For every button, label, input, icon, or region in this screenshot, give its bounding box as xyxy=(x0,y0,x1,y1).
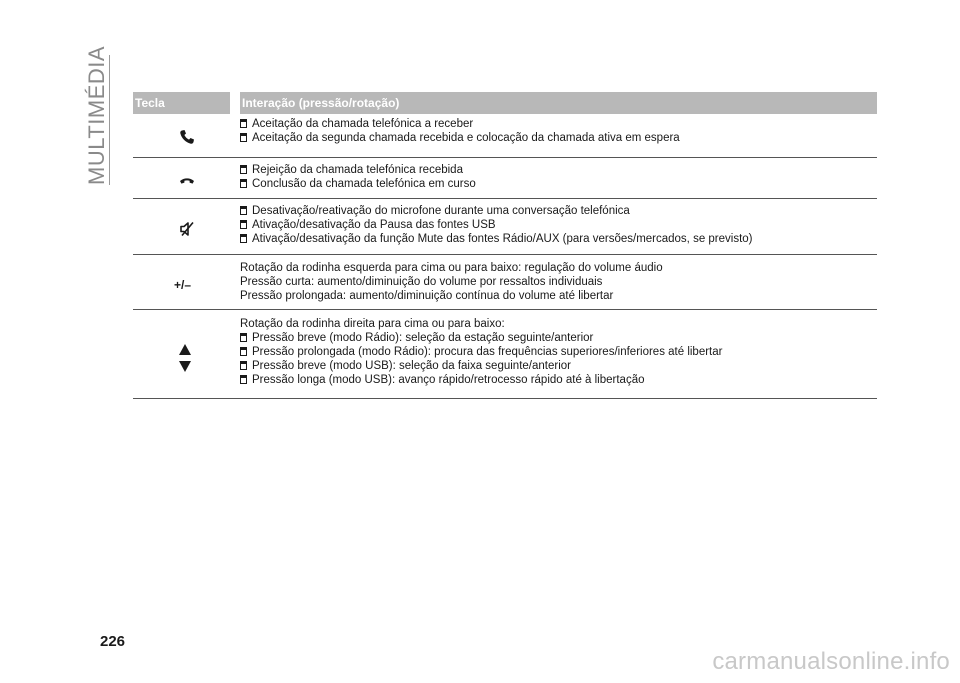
bullet-icon xyxy=(240,234,247,243)
key-cell xyxy=(133,261,240,309)
bullet-icon xyxy=(240,333,247,342)
header-interaction: Interação (pressão/rotação) xyxy=(242,96,400,110)
list-item: Pressão curta: aumento/diminuição do volume por ressaltos individuais xyxy=(240,276,603,288)
list-item: Pressão breve (modo USB): seleção da faixa seguinte/anterior xyxy=(240,359,877,373)
section-title: MULTIMÉDIA xyxy=(84,45,109,185)
mute-icon xyxy=(179,221,195,237)
key-cell xyxy=(133,163,240,198)
list-item: Desativação/reativação do microfone durante uma conversação telefónica xyxy=(240,204,877,218)
list-item: Conclusão da chamada telefónica em curso xyxy=(240,177,877,191)
table-row xyxy=(133,199,877,255)
bullet-icon xyxy=(240,347,247,356)
list-item: Aceitação da segunda chamada recebida e colocação da chamada ativa em espera xyxy=(240,131,877,145)
list-item: Ativação/desativação da Pausa das fontes USB xyxy=(240,218,877,232)
table-row xyxy=(133,114,877,158)
table-row xyxy=(133,255,877,310)
list-item: Rotação da rodinha esquerda para cima ou para baixo: regulação do volume áudio xyxy=(240,262,663,274)
bullet-icon xyxy=(240,375,247,384)
arrow-up-icon xyxy=(179,344,191,355)
bullet-icon xyxy=(240,133,247,142)
list-item: Rotação da rodinha direita para cima ou para baixo: xyxy=(240,318,505,330)
bullet-icon xyxy=(240,206,247,215)
table-row xyxy=(133,158,877,199)
list-item: Pressão prolongada: aumento/diminuição contínua do volume até libertar xyxy=(240,290,614,302)
key-cell xyxy=(133,317,240,398)
watermark: carmanualsonline.info xyxy=(712,648,950,675)
bullet-icon xyxy=(240,165,247,174)
key-cell xyxy=(133,204,240,254)
list-item: Pressão breve (modo Rádio): seleção da estação seguinte/anterior xyxy=(240,331,877,345)
list-item: Pressão prolongada (modo Rádio): procura das frequências superiores/inferiores até libertar xyxy=(240,345,877,359)
header-key: Tecla xyxy=(135,96,165,110)
table-header xyxy=(133,92,877,114)
bullet-icon xyxy=(240,220,247,229)
key-cell xyxy=(133,117,240,157)
phone-answer-icon xyxy=(179,129,195,145)
list-item: Aceitação da chamada telefónica a receber xyxy=(240,117,877,131)
bullet-icon xyxy=(240,361,247,370)
bullet-icon xyxy=(240,179,247,188)
section-divider xyxy=(109,55,110,185)
table-row xyxy=(133,310,877,399)
page-number: 226 xyxy=(100,633,126,650)
controls-table xyxy=(133,92,877,399)
list-item: Pressão longa (modo USB): avanço rápido/retrocesso rápido até à libertação xyxy=(240,373,877,387)
volume-key-label: +/– xyxy=(173,278,191,292)
phone-hangup-icon xyxy=(179,176,195,186)
bullet-icon xyxy=(240,119,247,128)
up-down-arrows-icon xyxy=(179,344,191,372)
list-item: Ativação/desativação da função Mute das fontes Rádio/AUX (para versões/mercados, se previsto) xyxy=(240,232,877,246)
list-item: Rejeição da chamada telefónica recebida xyxy=(240,163,877,177)
arrow-down-icon xyxy=(179,361,191,372)
